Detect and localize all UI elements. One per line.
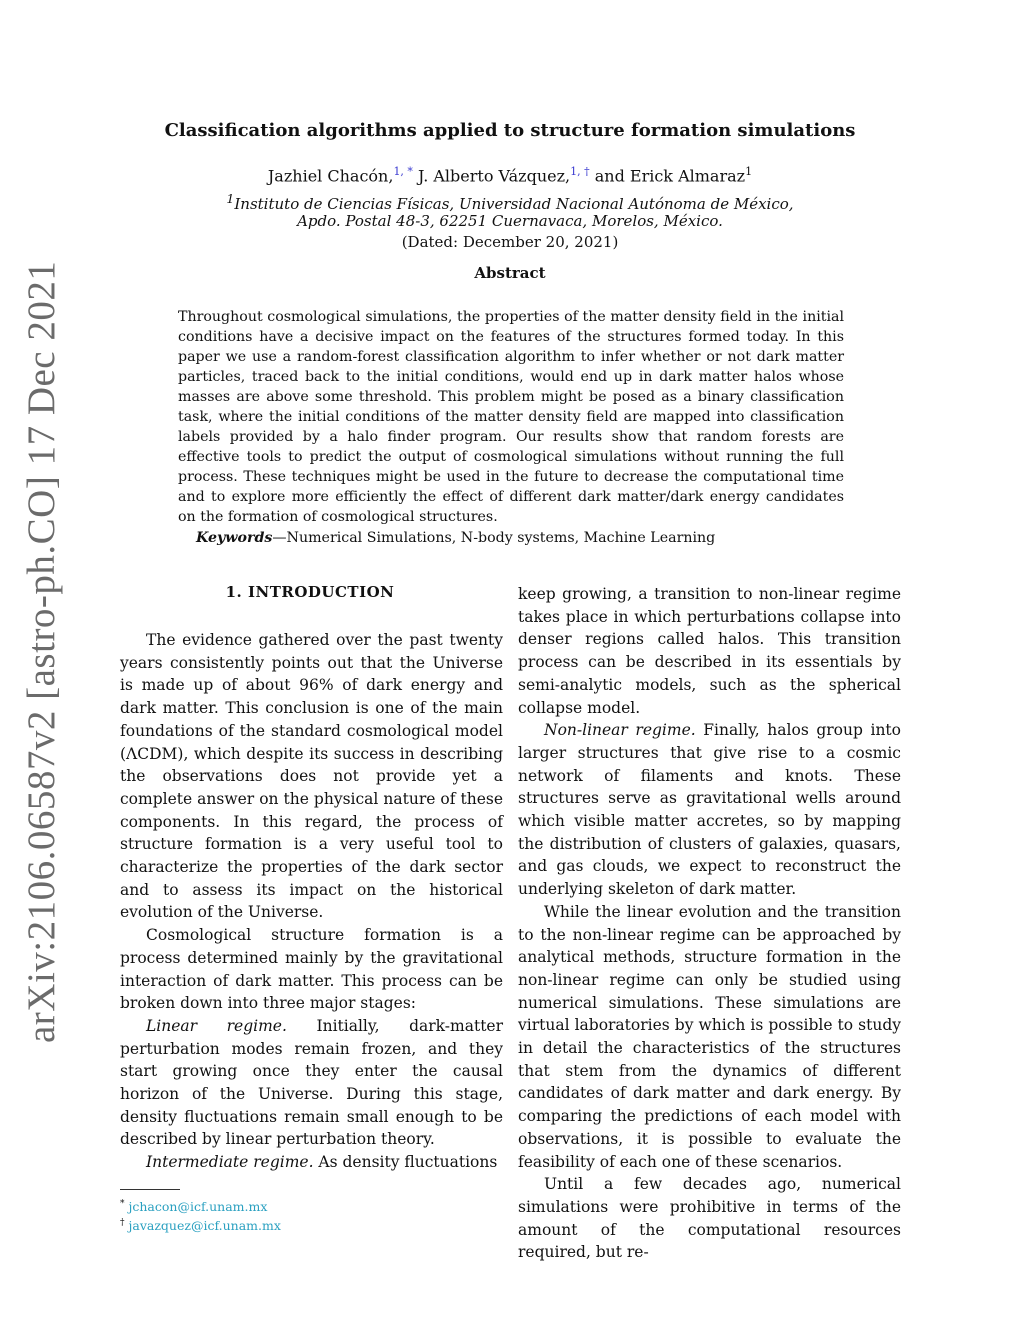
left-column xyxy=(120,629,503,1174)
intro-paragraph-7: Until a few decades ago, numerical simulations were prohibitive in terms of the amount of the computational resources required, but re- xyxy=(518,1175,901,1262)
email-link-chacon[interactable]: jchacon@icf.unam.mx xyxy=(128,1199,268,1215)
intro-paragraph-1: The evidence gathered over the past twenty years consistently points out that the Universe is made up of about 96% of dark energy and dark matter. This conclusion is one of the main foundations of the standard cosmological model (ΛCDM), which despite its success in describing the observations does not provide yet a complete answer on the physical nature of these components. In this regard, the process of structure formation is a very useful tool to characterize the properties of the dark sector and to assess its impact on the historical evolution of the Universe. xyxy=(120,631,503,922)
keywords-line xyxy=(178,528,844,548)
affiliation-line-1: $^1$Instituto de Ciencias Físicas, Universidad Nacional Autónoma de México, xyxy=(226,191,794,213)
intro-paragraph-6: While the linear evolution and the transition to the non-linear regime can be approached by analytical methods, structure formation in the non-linear regime can only be studied using numerical simulations. These simulations are virtual laboratories by which is possible to study in detail the characteristics of the structures that stem from the dynamics of different candidates of dark matter and dark energy. By comparing the predictions of each model with observations, it is possible to evaluate the feasibility of each one of these scenarios. xyxy=(518,902,901,1171)
keywords-label: Keywords xyxy=(196,530,273,546)
intro-paragraph-nonlinear: Non-linear regime. Finally, halos group into larger structures that give rise to a cosmic network of filaments and knots. These structures serve as gravitational wells around which visible matter accretes, so by mapping the distribution of clusters of galaxies, quasars, and gas clouds, we expect to reconstruct the underlying skeleton of dark matter. xyxy=(518,721,901,899)
affiliation-line-2: Apdo. Postal 48-3, 62251 Cuernavaca, Morelos, México. xyxy=(297,212,723,230)
abstract-text: Throughout cosmological simulations, the properties of the matter density field in the initial conditions have a decisive impact on the features of the structures formed today. In this paper we use a random-forest classification algorithm to infer whether or not dark matter particles, traced back to the initial conditions, would end up in dark matter halos whose masses are above some threshold. This problem might be posed as a binary classification task, where the initial conditions of the matter density field are mapped into classification labels provided by a halo finder program. Our results show that random forests are effective tools to predict the output of cosmological simulations without running the full process. These techniques might be used in the future to decrease the computational time and to explore more efficiently the effect of different dark matter/dark energy candidates on the formation of cosmological structures. xyxy=(178,309,844,525)
author-vazquez: J. Alberto Vázquez, xyxy=(412,166,571,186)
author-chacon-mark[interactable]: 1, * xyxy=(393,165,413,178)
footnote-2: † javazquez@icf.unam.mx xyxy=(120,1218,281,1234)
intro-paragraph-intermediate-cont: keep growing, a transition to non-linear regime takes place in which perturbations collapse into denser regions called halos. This transition process can be described in its essentials by semi-analytic models, such as the spherical collapse model. xyxy=(518,585,901,717)
intro-paragraph-intermediate: Intermediate regime. As density fluctuations xyxy=(146,1153,498,1172)
footnote-rule xyxy=(120,1189,180,1190)
author-chacon: Jazhiel Chacón, xyxy=(267,166,394,186)
author-line xyxy=(120,165,900,185)
right-column xyxy=(518,583,901,1264)
abstract-heading: Abstract xyxy=(474,264,546,282)
intro-paragraph-linear: Linear regime. Initially, dark-matter perturbation modes remain frozen, and they start growing once they enter the causal horizon of the Universe. During this stage, density fluctuations remain small enough to be described by linear perturbation theory. xyxy=(120,1016,503,1149)
section-heading-introduction: 1. INTRODUCTION xyxy=(225,583,395,601)
affiliation-mark: 1 xyxy=(226,191,235,206)
keywords-list: —Numerical Simulations, N-body systems, Machine Learning xyxy=(272,530,716,546)
email-link-vazquez[interactable]: javazquez@icf.unam.mx xyxy=(128,1218,281,1234)
author-almaraz-mark: 1 xyxy=(745,165,753,178)
author-vazquez-mark[interactable]: 1, † xyxy=(570,165,590,178)
arxiv-sidebar-stamp: arXiv:2106.06587v2 [astro-ph.CO] 17 Dec 2021 xyxy=(20,260,63,1043)
footnote-1: * jchacon@icf.unam.mx xyxy=(120,1199,268,1215)
date-line: (Dated: December 20, 2021) xyxy=(401,233,619,251)
paper-title: Classification algorithms applied to structure formation simulations xyxy=(164,120,856,141)
author-almaraz: and Erick Almaraz xyxy=(589,166,746,186)
intro-paragraph-2: Cosmological structure formation is a process determined mainly by the gravitational interaction of dark matter. This process can be broken down into three major stages: xyxy=(120,926,503,1013)
